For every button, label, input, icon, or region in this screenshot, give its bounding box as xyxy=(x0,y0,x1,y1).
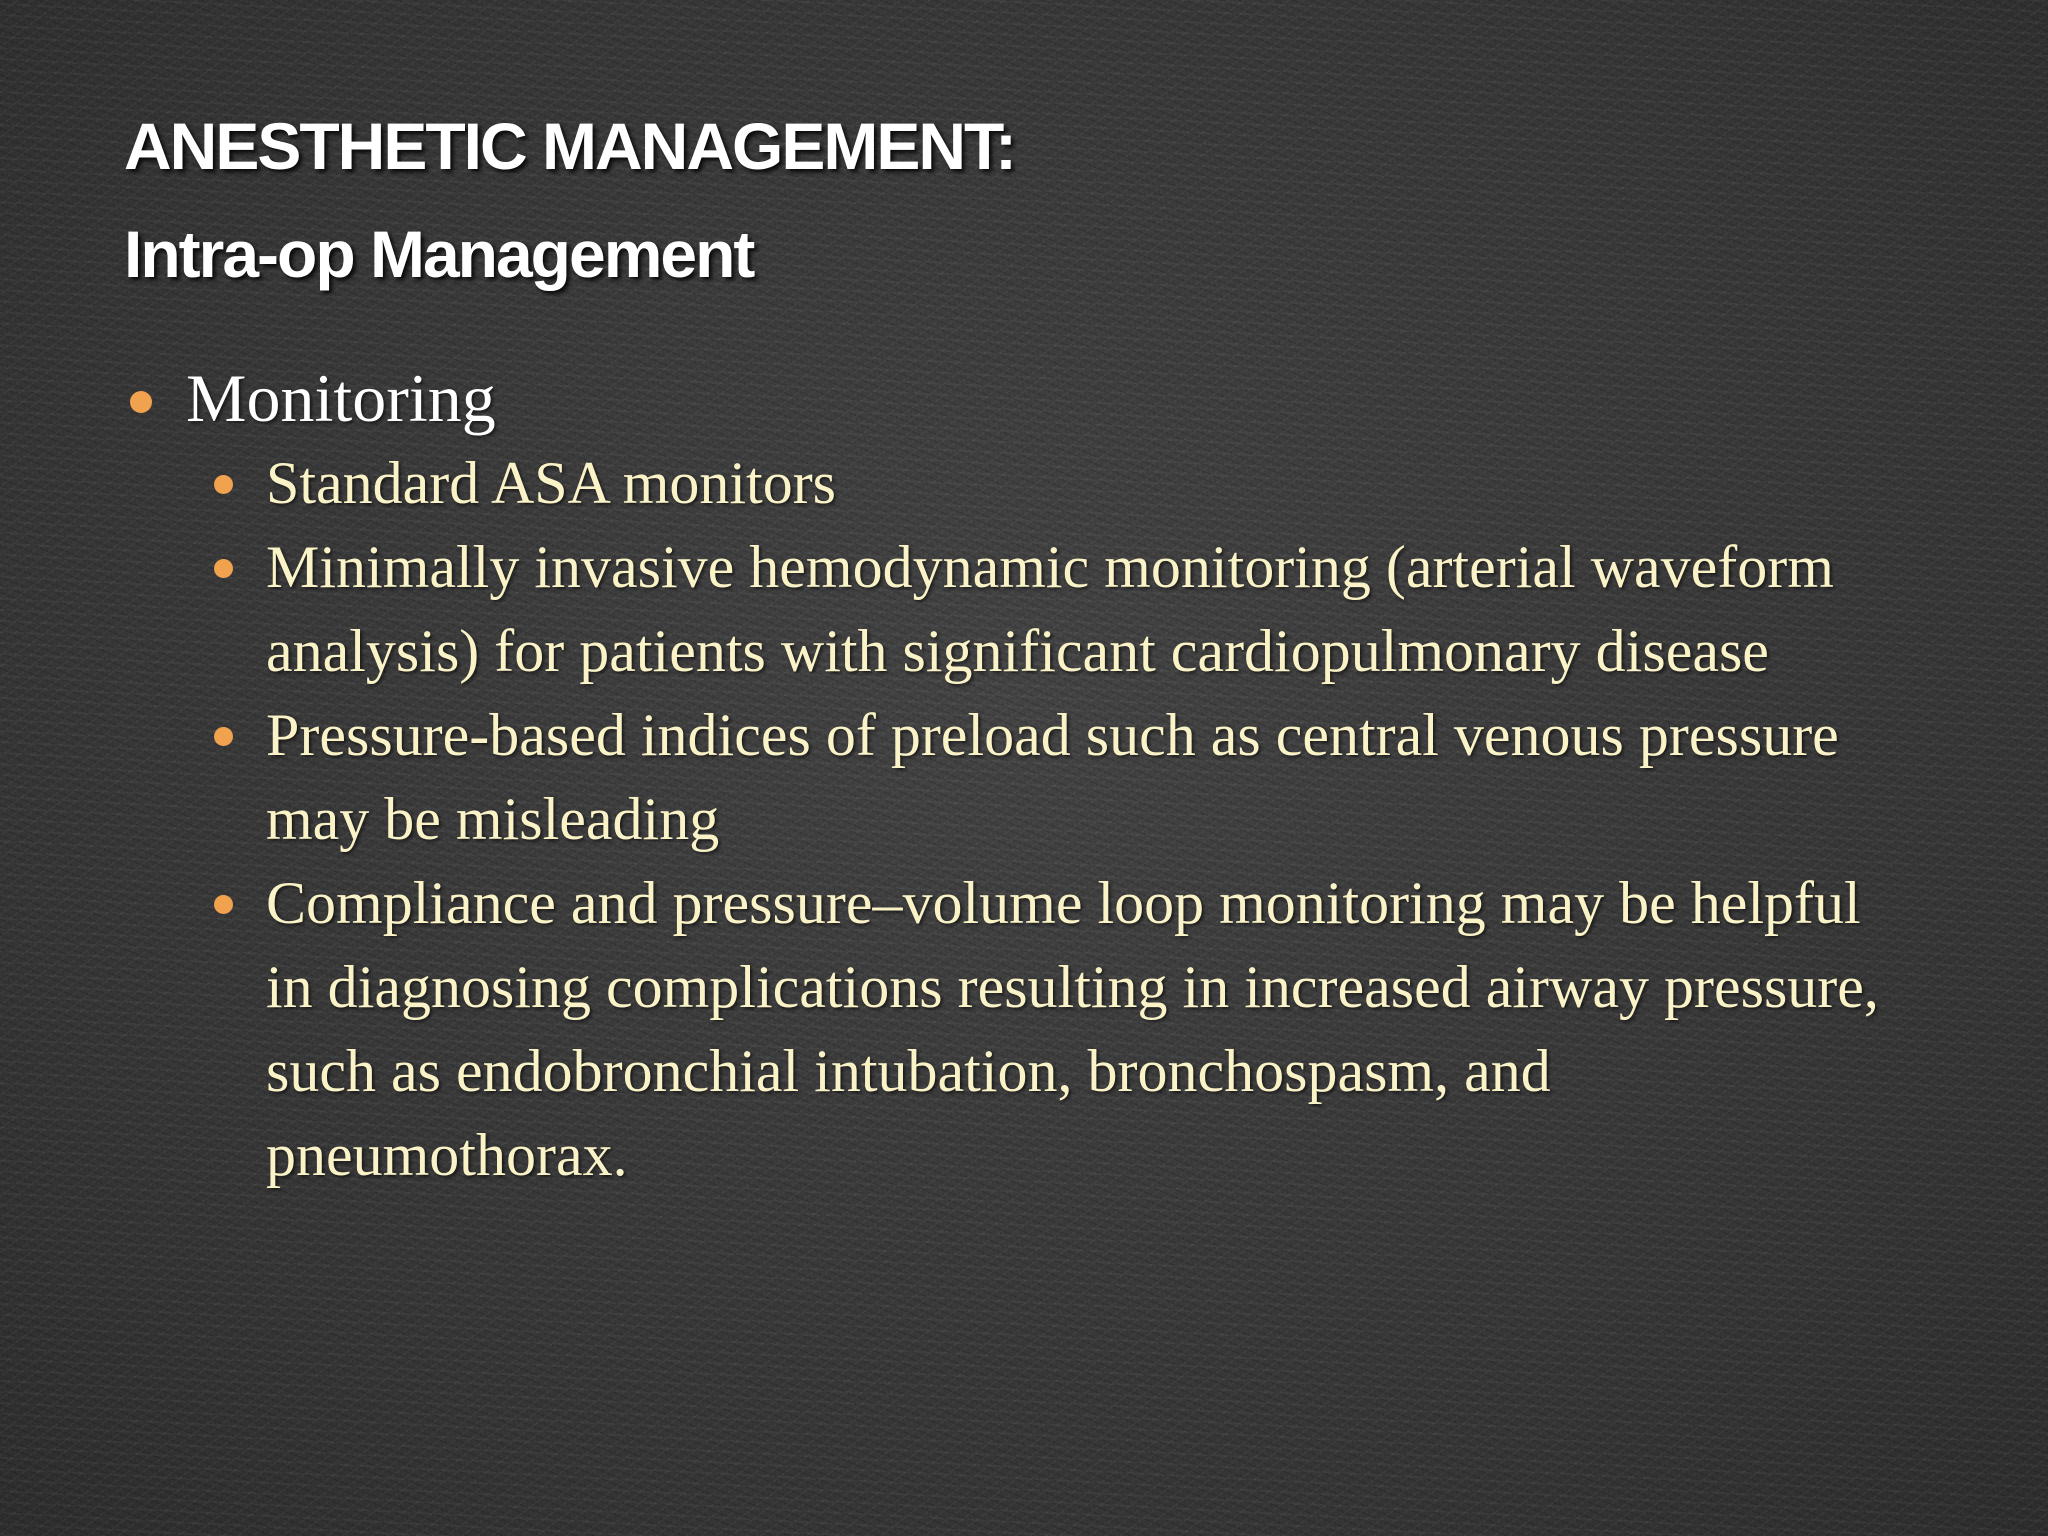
bullet-dot-icon xyxy=(214,727,233,746)
sub-bullet-text: Compliance and pressure–volume loop monitoring may be helpful in diagnosing complications resulting in increased airway pressure, such as endobronchial intubation, bronchospasm, and pneumothorax. xyxy=(266,870,1879,1188)
sub-bullet-text: Pressure-based indices of preload such as central venous pressure may be misleading xyxy=(266,702,1839,852)
sub-bullet-item xyxy=(130,525,1930,693)
slide-title xyxy=(124,92,1015,308)
sub-bullet-text: Standard ASA monitors xyxy=(266,450,837,516)
title-line-1: ANESTHETIC MANAGEMENT: xyxy=(124,109,1015,183)
bullet-dot-icon xyxy=(214,895,233,914)
sub-bullet-list xyxy=(130,441,1930,1197)
bullet-list xyxy=(130,355,1930,441)
bullet-item-monitoring xyxy=(130,355,1930,441)
sub-bullet-item xyxy=(130,441,1930,525)
sub-bullet-item xyxy=(130,693,1930,861)
bullet-dot-icon xyxy=(214,475,233,494)
sub-bullet-text: Minimally invasive hemodynamic monitoring (arterial waveform analysis) for patients with significant cardiopulmonary disease xyxy=(266,534,1834,684)
sub-bullet-item xyxy=(130,861,1930,1197)
bullet-dot-icon xyxy=(214,559,233,578)
bullet-dot-icon xyxy=(130,391,152,413)
slide-content xyxy=(130,355,1930,1197)
bullet-text: Monitoring xyxy=(186,360,496,436)
title-line-2: Intra-op Management xyxy=(124,217,754,291)
